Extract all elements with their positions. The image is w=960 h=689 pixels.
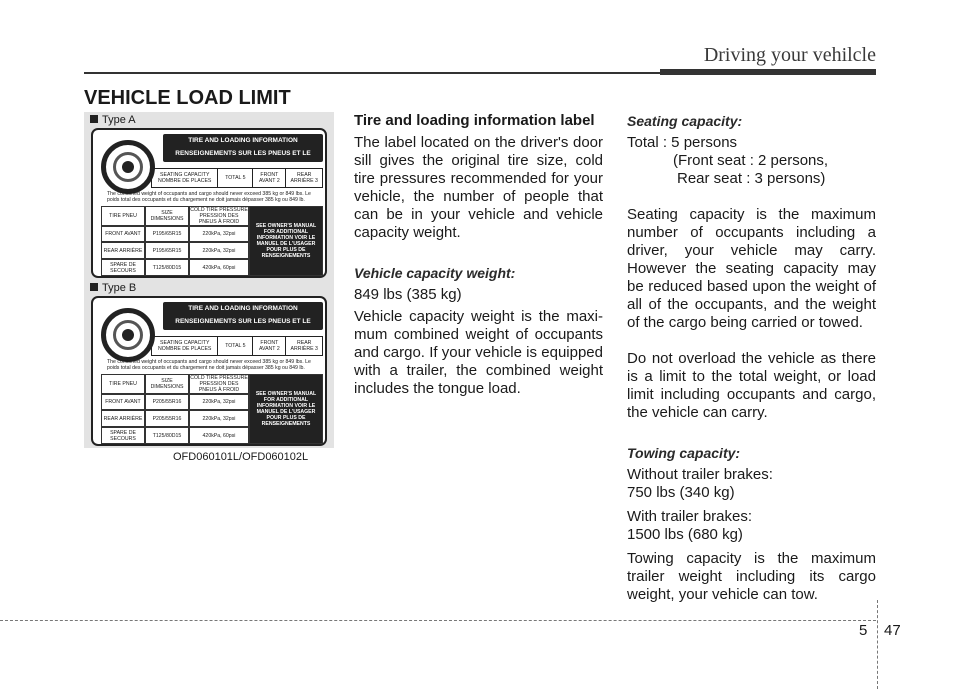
middle-column xyxy=(354,112,603,398)
right-column xyxy=(627,112,876,604)
with-brakes-value: 1500 lbs (680 kg) xyxy=(627,526,743,543)
figure-caption: OFD060101L/OFD060102L xyxy=(173,451,309,463)
towing-capacity-heading: Towing capacity: xyxy=(627,445,741,461)
type-b-label: Type B xyxy=(90,282,136,294)
type-a-label: Type A xyxy=(90,114,136,126)
capacity-box: SEATING CAPACITY NOMBRE DE PLACES TOTAL 5 FRONT AVANT 2 REAR ARRIÈRE 3 xyxy=(151,168,323,188)
chapter-number: 5 xyxy=(859,622,868,639)
label-header: TIRE AND LOADING INFORMATION RENSEIGNEMENTS SUR LES PNEUS ET LE CHARGEMENT xyxy=(163,302,323,330)
without-brakes-label: Without trailer brakes: xyxy=(627,466,773,483)
weight-statement: The combined weight of occupants and cargo should never exceed 385 kg or 849 lbs. Le poids total des occupants et du chargement ne doit jamais dépasser 385 kg ou 849 lb. xyxy=(107,359,311,371)
vehicle-capacity-weight-value: 849 lbs (385 kg) xyxy=(354,286,462,303)
tire-wheel-icon xyxy=(101,308,155,362)
footer-rule xyxy=(0,620,876,621)
seating-capacity-heading: Seating capacity: xyxy=(627,113,743,129)
seating-total: Total : 5 persons xyxy=(627,134,738,151)
vehicle-capacity-weight-heading: Vehicle capacity weight: xyxy=(354,265,516,281)
weight-statement: The combined weight of occupants and cargo should never exceed 385 kg or 849 lbs. Le poids total des occupants et du chargement ne doit jamais dépasser 385 kg ou 849 lb. xyxy=(107,191,311,203)
bullet-square-icon xyxy=(90,115,98,123)
tire-label-type-b xyxy=(91,296,327,446)
label-header: TIRE AND LOADING INFORMATION RENSEIGNEMENTS SUR LES PNEUS ET LE CHARGEMENT xyxy=(163,134,323,162)
section-title: VEHICLE LOAD LIMIT xyxy=(84,87,291,109)
tire-loading-intro: The label located on the driver's door sill gives the original tire size, cold tire pressures recommended for your vehicle, the number of people that can be in your vehicle and vehicle capacity weight. xyxy=(354,134,603,241)
tire-table: TIRE PNEU SIZE DIMENSIONS COLD TIRE PRESSURE PRESSION DES PNEUS À FROID SEE OWNER'S MANUAL FOR ADDITIONAL INFORMATION VOIR LE MANUEL DE L'USAGER POUR PLUS DE RENSEIGNEMENTS FRONT AVANT P195/65R15 220kPa, 32psi REAR ARRIÈRE P195/65R15 220kPa, 32psi SPARE DE SECOURS T125/80D15 420kPa, 60psi xyxy=(101,206,323,276)
tire-table: TIRE PNEU SIZE DIMENSIONS COLD TIRE PRESSURE PRESSION DES PNEUS À FROID SEE OWNER'S MANUAL FOR ADDITIONAL INFORMATION VOIR LE MANUEL DE L'USAGER POUR PLUS DE RENSEIGNEMENTS FRONT AVANT P205/55R16 220kPa, 32psi REAR ARRIÈRE P205/55R16 220kPa, 32psi SPARE DE SECOURS T125/80D15 420kPa, 60psi xyxy=(101,374,323,444)
towing-capacity-text: Towing capacity is the maximum trailer weight including its cargo weight, your vehicle can tow. xyxy=(627,550,876,603)
with-brakes-label: With trailer brakes: xyxy=(627,508,753,525)
bullet-square-icon xyxy=(90,283,98,291)
running-title: Driving your vehilcle xyxy=(703,44,876,66)
tire-wheel-icon xyxy=(101,140,155,194)
header-rule-accent xyxy=(660,69,876,75)
vehicle-capacity-weight-text: Vehicle capacity weight is the maxi-mum combined weight of occupants and cargo. If your vehicle is equipped with a trailer, the combined weight includes the tongue load. xyxy=(354,308,603,397)
tire-loading-heading: Tire and loading information label xyxy=(354,112,595,129)
tire-label-type-a xyxy=(91,128,327,278)
capacity-box: SEATING CAPACITY NOMBRE DE PLACES TOTAL 5 FRONT AVANT 2 REAR ARRIÈRE 3 xyxy=(151,336,323,356)
without-brakes-value: 750 lbs (340 kg) xyxy=(627,484,735,501)
footer-divider xyxy=(877,600,878,689)
page-number: 47 xyxy=(884,622,901,639)
side-note: SEE OWNER'S MANUAL FOR ADDITIONAL INFORMATION VOIR LE MANUEL DE L'USAGER POUR PLUS DE RENSEIGNEMENTS xyxy=(249,206,323,276)
seating-rear: Rear seat : 3 persons) xyxy=(677,170,826,187)
side-note: SEE OWNER'S MANUAL FOR ADDITIONAL INFORMATION VOIR LE MANUEL DE L'USAGER POUR PLUS DE RENSEIGNEMENTS xyxy=(249,374,323,444)
seating-front: (Front seat : 2 persons, xyxy=(673,152,829,169)
seating-capacity-text: Seating capacity is the maximum number of occupants including a driver, your vehicle may carry. However the seating capacity may be reduced based upon the weight of all of the occupants, and the weight of the cargo being carried or towed. xyxy=(627,206,876,331)
overload-text: Do not overload the vehicle as there is a limit to the total weight, or load limit including occupants and cargo, the vehicle can carry. xyxy=(627,350,876,421)
